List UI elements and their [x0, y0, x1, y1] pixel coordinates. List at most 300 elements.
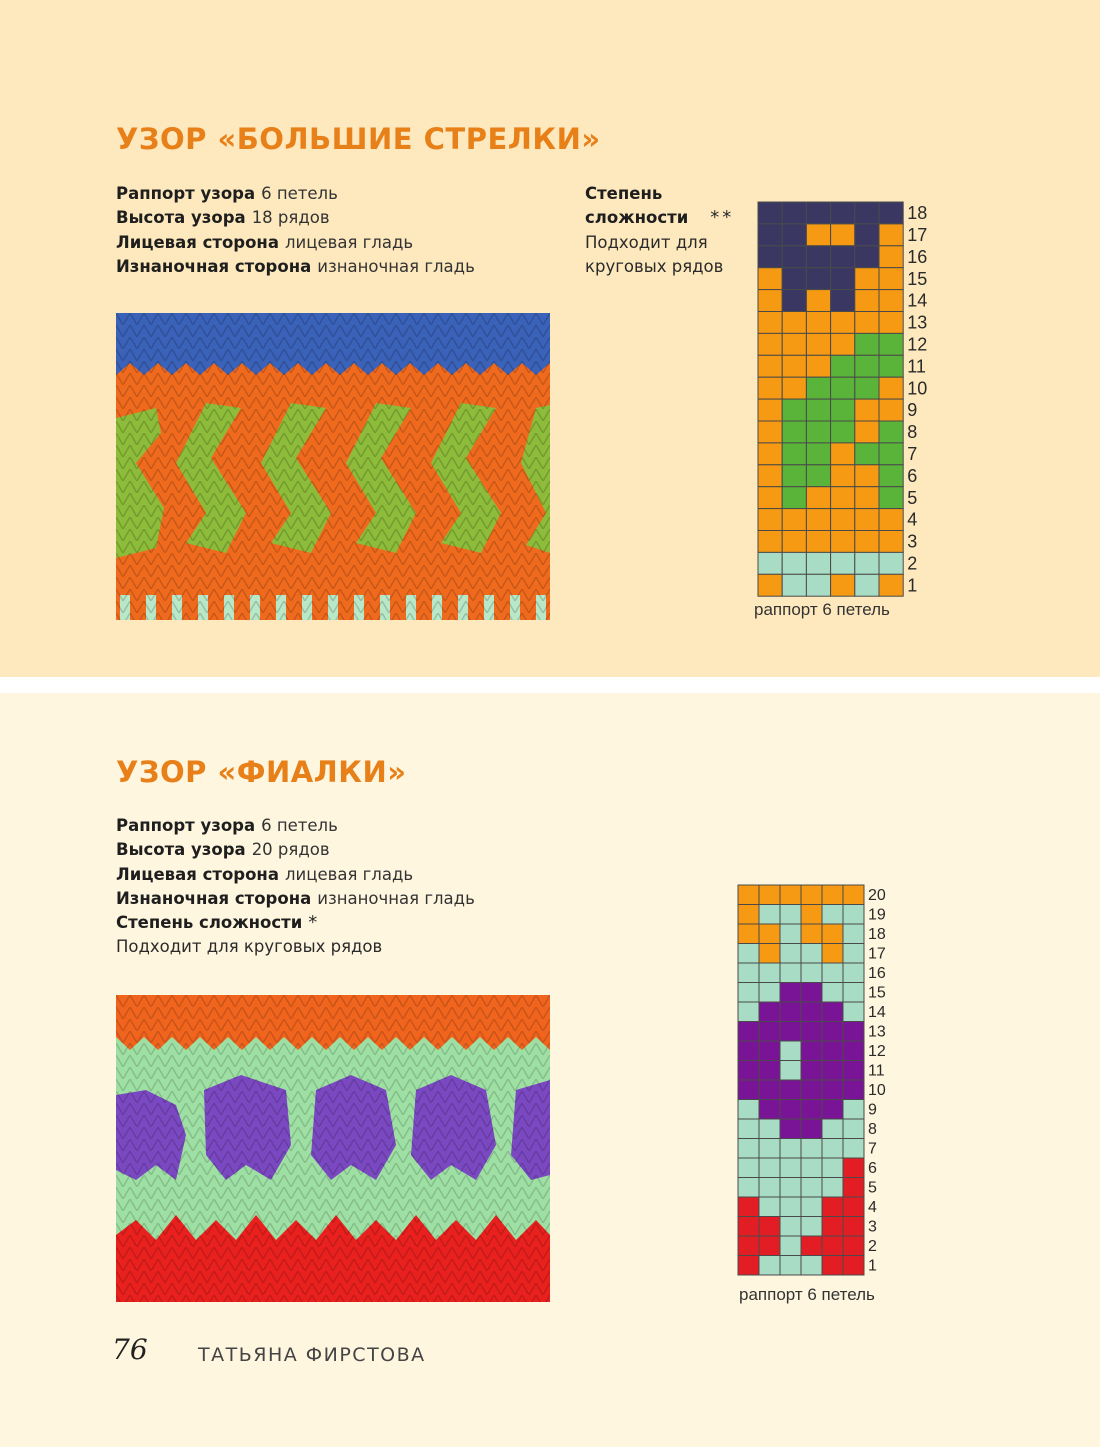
spec-row: [116, 206, 475, 230]
chart-cell: [738, 1178, 759, 1198]
chart-cell: [801, 1061, 822, 1081]
chart-cell: [879, 224, 903, 246]
chart-cell: [855, 443, 879, 465]
chart-cell: [855, 399, 879, 421]
chart-cell: [801, 1197, 822, 1217]
chart-cell: [831, 509, 855, 531]
pattern2-photo: [116, 995, 550, 1302]
chart-cell: [758, 290, 782, 312]
chart-cell: [759, 1080, 780, 1100]
chart-cell: [806, 246, 830, 268]
pattern1-chart-caption: раппорт 6 петель: [754, 600, 890, 619]
chart-cell: [758, 333, 782, 355]
chart-cell: [855, 246, 879, 268]
chart-row-number: 7: [868, 1140, 877, 1158]
chart-row-number: 15: [868, 984, 886, 1002]
difficulty-label: сложности: [585, 208, 689, 228]
chart-cell: [801, 1002, 822, 1022]
chart-cell: [758, 268, 782, 290]
chart-cell: [806, 465, 830, 487]
chart-cell: [879, 268, 903, 290]
chart-row-number: 2: [907, 553, 918, 574]
chart-cell: [822, 1236, 843, 1256]
chart-cell: [806, 312, 830, 334]
chart-cell: [822, 1178, 843, 1198]
chart-cell: [780, 1119, 801, 1139]
chart-row-number: 10: [907, 378, 928, 399]
chart-row-number: 10: [868, 1082, 886, 1100]
chart-cell: [879, 443, 903, 465]
chart-cell: [780, 924, 801, 944]
chart-cell: [843, 1022, 864, 1042]
chart-cell: [806, 333, 830, 355]
chart-cell: [759, 924, 780, 944]
chart-row-number: 2: [868, 1238, 877, 1256]
section-divider: [0, 677, 1100, 693]
chart-cell: [806, 290, 830, 312]
chart-cell: [843, 1119, 864, 1139]
chart-cell: [822, 1256, 843, 1276]
chart-row-number: 19: [868, 906, 886, 924]
chart-row-number: 11: [907, 356, 926, 377]
chart-cell: [855, 531, 879, 553]
chart-cell: [758, 246, 782, 268]
chart-row-number: 16: [868, 965, 886, 983]
chart-cell: [855, 224, 879, 246]
chart-cell: [801, 1080, 822, 1100]
chart-cell: [780, 1100, 801, 1120]
chart-cell: [801, 905, 822, 925]
chart-cell: [806, 552, 830, 574]
chart-cell: [822, 1002, 843, 1022]
spec-value: лицевая гладь: [284, 864, 414, 884]
chart-cell: [738, 1119, 759, 1139]
chart-cell: [738, 1158, 759, 1178]
chart-cell: [780, 1158, 801, 1178]
chart-cell: [758, 552, 782, 574]
chart-row-number: 9: [907, 400, 918, 421]
chart-cell: [843, 944, 864, 964]
chart-cell: [843, 983, 864, 1003]
chart-cell: [822, 905, 843, 925]
chart-cell: [758, 312, 782, 334]
chart-cell: [759, 963, 780, 983]
chart-cell: [843, 1041, 864, 1061]
chart-cell: [780, 944, 801, 964]
chart-cell: [806, 268, 830, 290]
chart-cell: [822, 1080, 843, 1100]
spec-row: [116, 863, 475, 887]
chart-cell: [780, 1256, 801, 1276]
chart-cell: [831, 552, 855, 574]
chart-cell: [759, 1100, 780, 1120]
spec-row: [116, 182, 475, 206]
chart-cell: [831, 355, 855, 377]
chart-row-number: 6: [907, 465, 918, 486]
difficulty-stars: **: [710, 207, 735, 229]
chart-cell: [822, 1197, 843, 1217]
chart-cell: [758, 487, 782, 509]
difficulty-label: Степень сложности: [116, 913, 303, 933]
pattern1-chart-grid: [758, 202, 933, 598]
chart-cell: [780, 1022, 801, 1042]
chart-cell: [801, 983, 822, 1003]
chart-cell: [782, 443, 806, 465]
chart-row-number: 3: [907, 531, 918, 552]
spec-value: 18 рядов: [251, 208, 330, 228]
chart-cell: [843, 885, 864, 905]
chart-cell: [822, 983, 843, 1003]
chart-row-number: 17: [907, 224, 928, 245]
chart-cell: [879, 531, 903, 553]
chart-cell: [879, 574, 903, 596]
pattern2-note: Подходит для круговых рядов: [116, 937, 383, 957]
chart-cell: [782, 531, 806, 553]
chart-cell: [759, 1041, 780, 1061]
chart-cell: [855, 421, 879, 443]
spec-label: Лицевая сторона: [116, 864, 279, 884]
spec-label: Лицевая сторона: [116, 232, 279, 252]
chart-cell: [738, 885, 759, 905]
pattern1-title: УЗОР «БОЛЬШИЕ СТРЕЛКИ»: [116, 122, 601, 156]
chart-cell: [801, 1256, 822, 1276]
chart-row-number: 11: [868, 1062, 885, 1080]
pattern1-photo: [116, 313, 550, 620]
chart-cell: [759, 885, 780, 905]
spec-row: [116, 255, 475, 279]
chart-cell: [806, 399, 830, 421]
chart-row-number: 7: [907, 443, 918, 464]
chart-cell: [758, 509, 782, 531]
chart-cell: [855, 465, 879, 487]
chart-cell: [822, 963, 843, 983]
chart-cell: [738, 924, 759, 944]
chart-cell: [855, 552, 879, 574]
chart-cell: [806, 574, 830, 596]
chart-cell: [801, 1119, 822, 1139]
chart-cell: [782, 246, 806, 268]
chart-row-number: 18: [868, 926, 886, 944]
chart-cell: [879, 465, 903, 487]
chart-cell: [822, 885, 843, 905]
chart-cell: [843, 1080, 864, 1100]
spec-row: [116, 911, 475, 935]
chart-cell: [831, 312, 855, 334]
chart-cell: [831, 531, 855, 553]
chart-cell: [780, 1236, 801, 1256]
pattern2-title: УЗОР «ФИАЛКИ»: [116, 755, 407, 789]
chart-row-number: 1: [868, 1257, 877, 1275]
chart-cell: [855, 268, 879, 290]
chart-cell: [801, 1139, 822, 1159]
spec-value: 6 петель: [261, 184, 338, 203]
chart-row-number: 5: [907, 487, 918, 508]
chart-cell: [879, 246, 903, 268]
chart-cell: [759, 1158, 780, 1178]
spec-label: Раппорт узора: [116, 184, 256, 203]
chart-row-number: 15: [907, 268, 928, 289]
pattern1-note: круговых рядов: [585, 256, 724, 276]
chart-cell: [855, 333, 879, 355]
chart-cell: [801, 1022, 822, 1042]
chart-cell: [822, 1119, 843, 1139]
chart-cell: [782, 487, 806, 509]
spec-value: изнаночная гладь: [317, 256, 475, 276]
chart-cell: [758, 355, 782, 377]
chart-cell: [780, 905, 801, 925]
chart-cell: [801, 885, 822, 905]
chart-cell: [780, 1061, 801, 1081]
chart-cell: [738, 1061, 759, 1081]
chart-cell: [831, 268, 855, 290]
chart-cell: [738, 1080, 759, 1100]
chart-cell: [806, 421, 830, 443]
chart-cell: [855, 290, 879, 312]
spec-label: Изнаночная сторона: [116, 888, 312, 908]
chart-cell: [831, 399, 855, 421]
chart-cell: [879, 421, 903, 443]
chart-cell: [738, 1217, 759, 1237]
pattern2-specs: [116, 814, 475, 960]
chart-cell: [855, 312, 879, 334]
chart-cell: [758, 399, 782, 421]
chart-cell: [782, 268, 806, 290]
chart-cell: [759, 1022, 780, 1042]
chart-row-number: 12: [907, 334, 928, 355]
chart-cell: [782, 465, 806, 487]
chart-cell: [831, 333, 855, 355]
chart-cell: [782, 312, 806, 334]
chart-cell: [782, 333, 806, 355]
chart-cell: [738, 1197, 759, 1217]
chart-cell: [831, 443, 855, 465]
chart-cell: [801, 963, 822, 983]
chart-cell: [879, 202, 903, 224]
chart-cell: [780, 963, 801, 983]
chart-cell: [822, 1061, 843, 1081]
spec-label: Изнаночная сторона: [116, 256, 312, 276]
chart-cell: [879, 312, 903, 334]
chart-cell: [782, 552, 806, 574]
chart-cell: [806, 443, 830, 465]
chart-cell: [879, 487, 903, 509]
chart-cell: [843, 924, 864, 944]
chart-cell: [855, 509, 879, 531]
chart-cell: [801, 1178, 822, 1198]
chart-cell: [780, 1041, 801, 1061]
chart-cell: [780, 1178, 801, 1198]
chart-cell: [738, 983, 759, 1003]
chart-cell: [822, 1158, 843, 1178]
chart-row-number: 1: [907, 575, 918, 596]
chart-row-number: 18: [907, 203, 928, 224]
chart-cell: [758, 574, 782, 596]
chart-cell: [759, 905, 780, 925]
chart-row-number: 14: [907, 290, 928, 311]
chart-cell: [780, 1139, 801, 1159]
pattern1-specs: [116, 182, 475, 279]
chart-cell: [806, 355, 830, 377]
chart-row-number: 13: [907, 312, 928, 333]
chart-cell: [801, 1217, 822, 1237]
chart-cell: [855, 202, 879, 224]
page-number: 76: [112, 1333, 148, 1366]
chart-cell: [831, 290, 855, 312]
chart-cell: [843, 1158, 864, 1178]
spec-value: 6 петель: [261, 816, 338, 835]
chart-cell: [843, 1178, 864, 1198]
chart-cell: [738, 1002, 759, 1022]
chart-row-number: 14: [868, 1004, 886, 1022]
chart-cell: [758, 443, 782, 465]
chart-cell: [759, 1236, 780, 1256]
chart-cell: [782, 224, 806, 246]
chart-cell: [822, 1041, 843, 1061]
chart-cell: [738, 1100, 759, 1120]
chart-cell: [782, 290, 806, 312]
chart-cell: [780, 1080, 801, 1100]
difficulty-stars: *: [308, 912, 321, 934]
chart-cell: [758, 531, 782, 553]
chart-cell: [831, 377, 855, 399]
chart-cell: [806, 531, 830, 553]
chart-cell: [843, 1061, 864, 1081]
spec-row: [116, 838, 475, 862]
knitted-sample-violets: [116, 995, 550, 1302]
spec-row: [116, 887, 475, 911]
chart-cell: [843, 1002, 864, 1022]
pattern2-chart-caption: раппорт 6 петель: [739, 1285, 875, 1304]
chart-cell: [780, 983, 801, 1003]
chart-cell: [780, 1002, 801, 1022]
chart-cell: [759, 1217, 780, 1237]
chart-row-number: 5: [868, 1179, 877, 1197]
chart-cell: [759, 1061, 780, 1081]
chart-cell: [738, 1256, 759, 1276]
chart-cell: [782, 509, 806, 531]
chart-row-number: 4: [907, 509, 918, 530]
spec-row: [116, 814, 475, 838]
chart-cell: [782, 421, 806, 443]
pattern1-chart: [758, 202, 933, 598]
chart-row-number: 8: [907, 422, 918, 443]
chart-cell: [831, 421, 855, 443]
chart-cell: [855, 574, 879, 596]
knitted-sample-big-arrows: [116, 313, 550, 620]
chart-row-number: 12: [868, 1043, 886, 1061]
chart-cell: [855, 377, 879, 399]
chart-cell: [782, 377, 806, 399]
chart-row-number: 16: [907, 246, 928, 267]
chart-cell: [879, 290, 903, 312]
chart-cell: [759, 1139, 780, 1159]
chart-cell: [758, 224, 782, 246]
spec-value: изнаночная гладь: [317, 888, 475, 908]
chart-cell: [843, 1100, 864, 1120]
chart-cell: [738, 1236, 759, 1256]
pattern2-chart: [738, 885, 908, 1277]
chart-row-number: 17: [868, 945, 886, 963]
chart-cell: [843, 1236, 864, 1256]
chart-row-number: 6: [868, 1160, 877, 1178]
chart-row-number: 4: [868, 1199, 877, 1217]
chart-cell: [843, 1217, 864, 1237]
spec-label: Раппорт узора: [116, 816, 256, 835]
chart-cell: [801, 1041, 822, 1061]
spec-label: Высота узора: [116, 840, 246, 860]
chart-cell: [758, 202, 782, 224]
chart-cell: [801, 944, 822, 964]
chart-cell: [843, 1139, 864, 1159]
chart-cell: [831, 574, 855, 596]
chart-cell: [831, 246, 855, 268]
chart-cell: [822, 924, 843, 944]
pattern1-difficulty: [585, 182, 734, 279]
chart-cell: [738, 963, 759, 983]
chart-cell: [806, 377, 830, 399]
chart-cell: [843, 905, 864, 925]
chart-cell: [822, 1139, 843, 1159]
chart-cell: [758, 377, 782, 399]
chart-cell: [831, 487, 855, 509]
chart-cell: [855, 487, 879, 509]
chart-cell: [806, 487, 830, 509]
difficulty-label: Степень: [585, 184, 663, 203]
chart-cell: [822, 1022, 843, 1042]
chart-cell: [831, 202, 855, 224]
chart-cell: [879, 333, 903, 355]
chart-cell: [738, 1139, 759, 1159]
chart-cell: [780, 885, 801, 905]
chart-cell: [738, 944, 759, 964]
chart-cell: [822, 1100, 843, 1120]
chart-cell: [822, 1217, 843, 1237]
chart-cell: [843, 1197, 864, 1217]
pattern1-note: Подходит для: [585, 232, 708, 252]
spec-value: 20 рядов: [251, 840, 330, 860]
chart-cell: [759, 1256, 780, 1276]
spec-row: [116, 231, 475, 255]
chart-cell: [801, 1158, 822, 1178]
chart-cell: [831, 465, 855, 487]
chart-cell: [831, 224, 855, 246]
chart-cell: [801, 924, 822, 944]
chart-cell: [879, 399, 903, 421]
chart-cell: [782, 399, 806, 421]
pattern2-chart-grid: [738, 885, 908, 1277]
chart-cell: [759, 1002, 780, 1022]
chart-cell: [782, 574, 806, 596]
chart-cell: [879, 552, 903, 574]
chart-cell: [843, 1256, 864, 1276]
chart-cell: [738, 905, 759, 925]
spec-label: Высота узора: [116, 208, 246, 228]
chart-cell: [758, 465, 782, 487]
chart-row-number: 8: [868, 1121, 877, 1139]
chart-cell: [806, 202, 830, 224]
chart-cell: [759, 944, 780, 964]
chart-cell: [738, 1041, 759, 1061]
chart-cell: [780, 1217, 801, 1237]
chart-cell: [879, 355, 903, 377]
chart-row-number: 3: [868, 1218, 877, 1236]
chart-cell: [758, 421, 782, 443]
chart-cell: [782, 202, 806, 224]
chart-row-number: 20: [868, 887, 886, 905]
chart-cell: [782, 355, 806, 377]
chart-row-number: 9: [868, 1101, 877, 1119]
chart-cell: [759, 1178, 780, 1198]
